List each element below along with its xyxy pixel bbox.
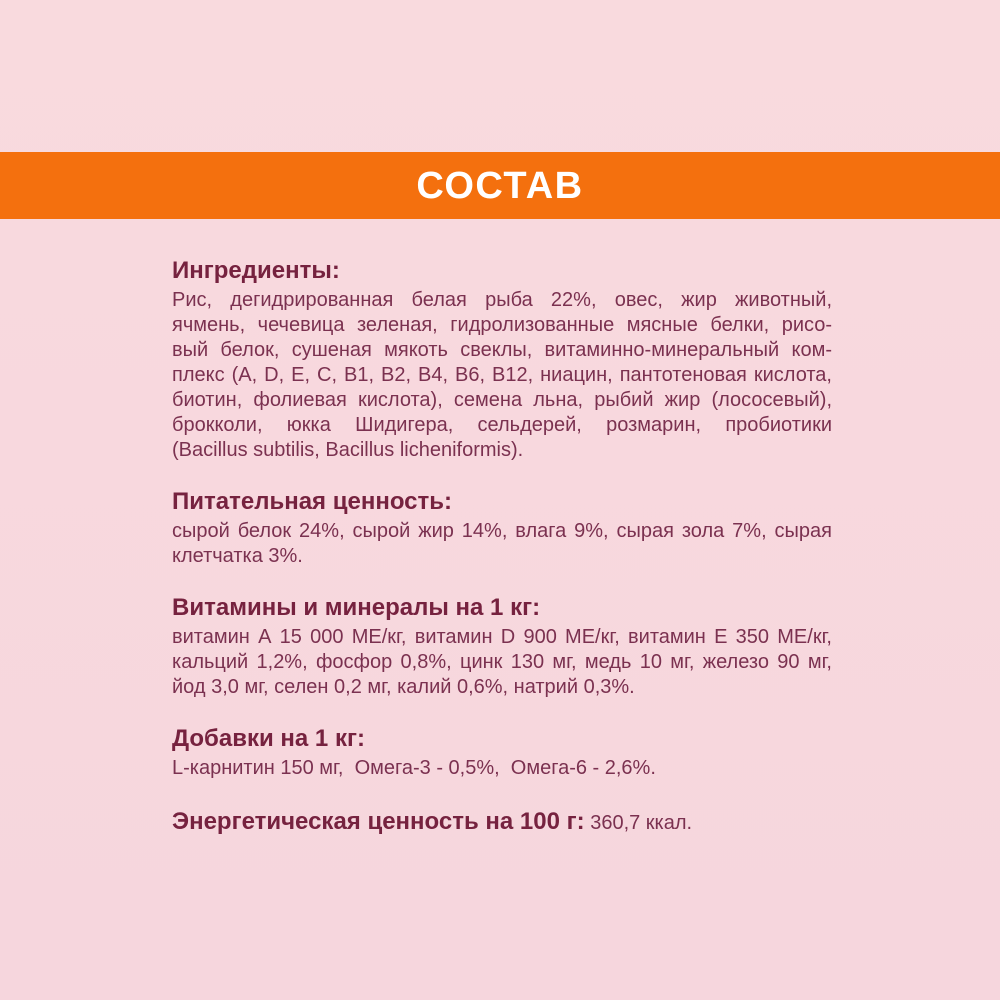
label-content (172, 258, 832, 840)
text-line: витамин А 15 000 МЕ/кг, витамин D 900 МЕ/кг, витамин Е 350 МЕ/кг, (172, 626, 832, 648)
text-line: йод 3,0 мг, селен 0,2 мг, калий 0,6%, натрий 0,3%. (172, 676, 635, 698)
ingredients-heading: Ингредиенты: (172, 257, 340, 284)
text-line: брокколи, юкка Шидигера, сельдерей, розмарин, пробиотики (172, 414, 832, 436)
text-line: ячмень, чечевица зеленая, гидролизованные мясные белки, рисо- (172, 314, 832, 336)
nutritional-value-heading: Питательная ценность: (172, 488, 453, 515)
text-line: Рис, дегидрированная белая рыба 22%, овес, жир животный, (172, 289, 832, 311)
text-line: (Bacillus subtilis, Bacillus licheniformis). (172, 439, 524, 461)
section-vitamins-minerals (172, 595, 832, 700)
additives-heading: Добавки на 1 кг: (172, 725, 365, 752)
section-title-band (0, 152, 1000, 219)
energy-value-row (172, 807, 832, 840)
vitamins-minerals-heading: Витамины и минералы на 1 кг: (172, 594, 541, 621)
text-line: плекс (А, D, Е, С, В1, В2, В4, В6, В12, ниацин, пантотеновая кислота, (172, 364, 832, 386)
energy-value-amount: 360,7 ккал. (584, 812, 693, 834)
section-nutritional-value (172, 489, 832, 569)
text-line: L-карнитин 150 мг, Омега-3 - 0,5%, Омега-6 - 2,6%. (172, 757, 656, 779)
section-additives (172, 726, 832, 781)
page-title: СОСТАВ (416, 164, 584, 207)
section-ingredients (172, 258, 832, 463)
text-line: вый белок, сушеная мякоть свеклы, витаминно-минеральный ком- (172, 339, 832, 361)
text-line: сырой белок 24%, сырой жир 14%, влага 9%, сырая зола 7%, сырая (172, 520, 832, 542)
text-line: биотин, фолиевая кислота), семена льна, рыбий жир (лососевый), (172, 389, 832, 411)
text-line: кальций 1,2%, фосфор 0,8%, цинк 130 мг, медь 10 мг, железо 90 мг, (172, 651, 832, 673)
text-line: клетчатка 3%. (172, 545, 303, 567)
energy-value-label: Энергетическая ценность на 100 г: (172, 808, 585, 835)
